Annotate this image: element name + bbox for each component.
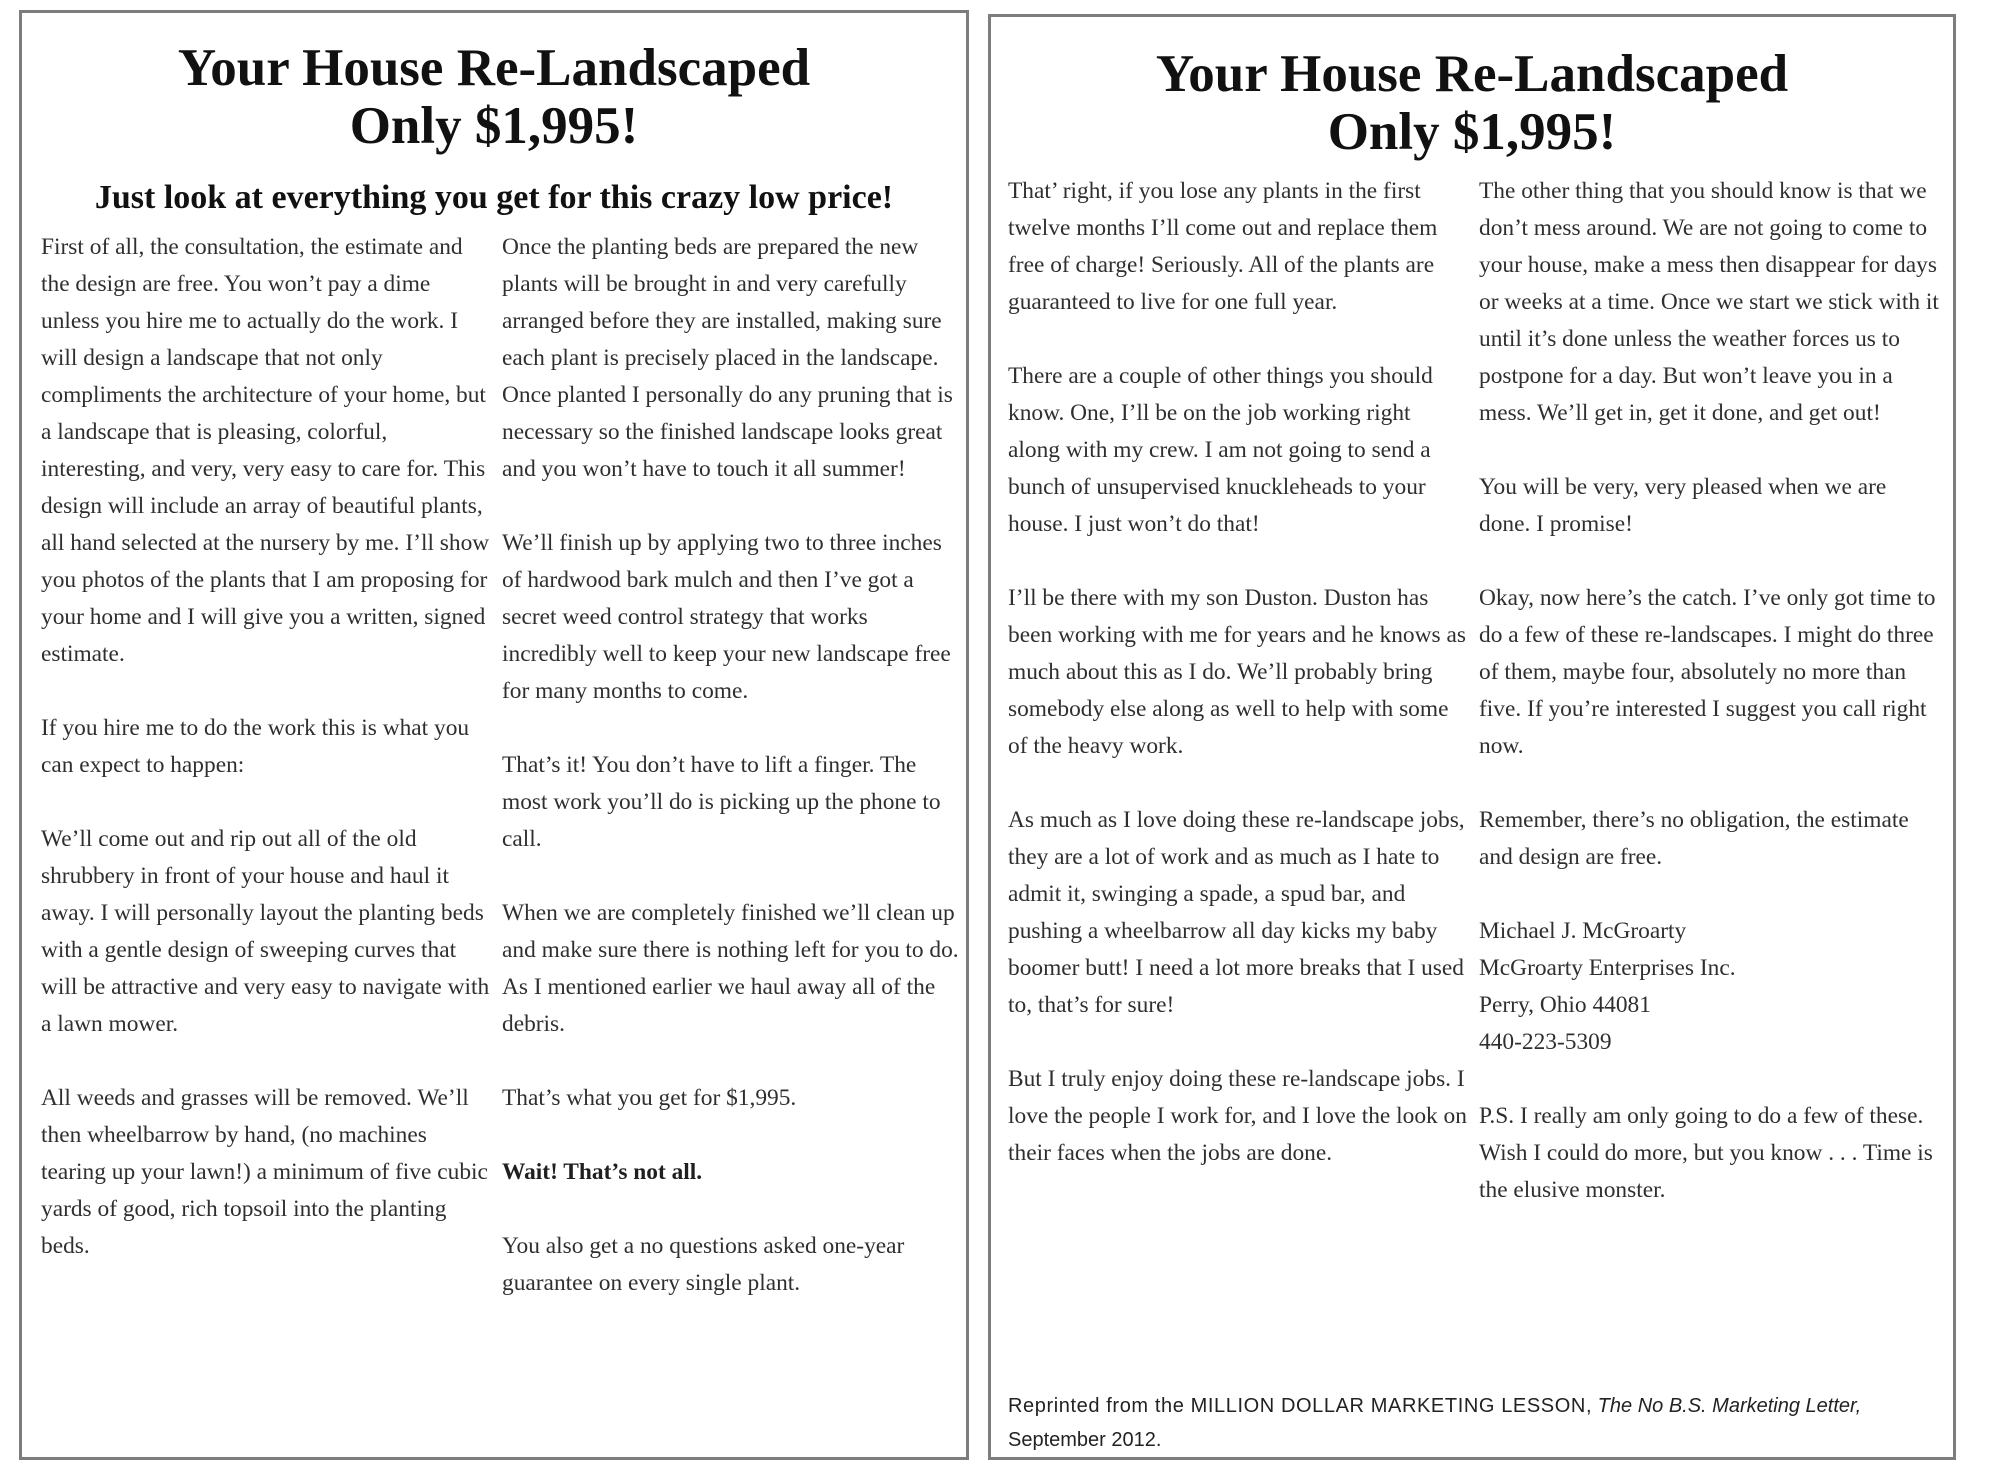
left-column-1: [41, 229, 493, 1265]
paragraph: If you hire me to do the work this is what you can expect to happen:: [41, 715, 470, 778]
left-column-2: [502, 229, 962, 1302]
right-ad-title: [991, 45, 1953, 161]
paragraph: We’ll finish up by applying two to three inches of hardwood bark mulch and then I’ve got a secret weed control strategy that works incredibly well to keep your new landscape free for many months to come.: [502, 530, 951, 704]
left-title-line1: Your House Re-Landscaped: [177, 39, 811, 97]
credit-lead: Reprinted from the MILLION DOLLAR MARKETING LESSON,: [1008, 1395, 1593, 1417]
left-ad-panel: [19, 10, 969, 1460]
signature-name: Michael J. McGroarty: [1479, 918, 1687, 944]
right-title-line1: Your House Re-Landscaped: [1155, 45, 1789, 103]
paragraph: First of all, the consultation, the estimate and the design are free. You won’t pay a dime unless you hire me to actually do the work. I will design a landscape that not only compliments the architecture of your home, but a landscape that is pleasing, colorful, interesting, and very, very easy to care for. This design will include an array of beautiful plants, all hand selected at the nursery by me. I’ll show you photos of the plants that I am proposing for your home and I will give you a written, signed estimate.: [41, 234, 490, 667]
paragraph: Remember, there’s no obligation, the estimate and design are free.: [1479, 807, 1909, 870]
paragraph: That’s what you get for $1,995.: [502, 1085, 797, 1111]
paragraph: When we are completely finished we’ll clean up and make sure there is nothing left for you to do. As I mentioned earlier we haul away all of the debris.: [502, 900, 959, 1037]
credit-publication: The No B.S. Marketing Letter,: [1597, 1395, 1862, 1417]
wait-callout: Wait! That’s not all.: [502, 1159, 703, 1185]
right-title-line2: Only $1,995!: [1327, 103, 1617, 161]
paragraph: You also get a no questions asked one-year guarantee on every single plant.: [502, 1233, 905, 1296]
paragraph: The other thing that you should know is that we don’t mess around. We are not going to come to your house, make a mess then disappear for days or weeks at a time. Once we start we stick with it until it’s done unless the weather forces us to postpone for a day. But won’t leave you in a mess. We’ll get in, get it done, and get out!: [1479, 178, 1939, 426]
right-column-1: [1008, 173, 1468, 1172]
paragraph: All weeds and grasses will be removed. We’ll then wheelbarrow by hand, (no machines tearing up your lawn!) a minimum of five cubic yards of good, rich topsoil into the planting beds.: [41, 1085, 488, 1259]
signature-phone: 440-223-5309: [1479, 1029, 1612, 1055]
signature-city: Perry, Ohio 44081: [1479, 992, 1651, 1018]
right-ad-panel: [988, 14, 1956, 1460]
left-ad-subhead: Just look at everything you get for this crazy low price!: [94, 179, 894, 216]
signature-block: [1479, 913, 1941, 1061]
reprint-credit: [1008, 1389, 1943, 1457]
right-column-2: [1479, 173, 1941, 1209]
postscript: P.S. I really am only going to do a few of these. Wish I could do more, but you know . . . Time is the elusive monster.: [1479, 1103, 1933, 1203]
paragraph: You will be very, very pleased when we are done. I promise!: [1479, 474, 1887, 537]
paragraph: There are a couple of other things you should know. One, I’ll be on the job working right along with my crew. I am not going to send a bunch of unsupervised knuckleheads to your house. I just won’t do that!: [1008, 363, 1433, 537]
left-ad-title: [22, 39, 966, 155]
paragraph: We’ll come out and rip out all of the old shrubbery in front of your house and haul it away. I will personally layout the planting beds with a gentle design of sweeping curves that will be attractive and very easy to navigate with a lawn mower.: [41, 826, 490, 1037]
left-title-line2: Only $1,995!: [349, 97, 639, 155]
paragraph: Okay, now here’s the catch. I’ve only got time to do a few of these re-landscapes. I might do three of them, maybe four, absolutely no more than five. If you’re interested I suggest you call right now.: [1479, 585, 1936, 759]
paragraph: I’ll be there with my son Duston. Duston has been working with me for years and he knows as much about this as I do. We’ll probably bring somebody else along as well to help with some of the heavy work.: [1008, 585, 1466, 759]
credit-date: September 2012.: [1008, 1429, 1162, 1451]
paragraph: That’ right, if you lose any plants in the first twelve months I’ll come out and replace them free of charge! Seriously. All of the plants are guaranteed to live for one full year.: [1008, 178, 1438, 315]
paragraph: But I truly enjoy doing these re-landscape jobs. I love the people I work for, and I love the look on their faces when the jobs are done.: [1008, 1066, 1467, 1166]
paragraph: Once the planting beds are prepared the new plants will be brought in and very carefully arranged before they are installed, making sure each plant is precisely placed in the landscape. Once planted I personally do any pruning that is necessary so the finished landscape looks great and you won’t have to touch it all summer!: [502, 234, 953, 482]
paragraph: As much as I love doing these re-landscape jobs, they are a lot of work and as much as I hate to admit it, swinging a spade, a spud bar, and pushing a wheelbarrow all day kicks my baby boomer butt! I need a lot more breaks that I used to, that’s for sure!: [1008, 807, 1465, 1018]
signature-company: McGroarty Enterprises Inc.: [1479, 955, 1736, 981]
paragraph: That’s it! You don’t have to lift a finger. The most work you’ll do is picking up the phone to call.: [502, 752, 941, 852]
